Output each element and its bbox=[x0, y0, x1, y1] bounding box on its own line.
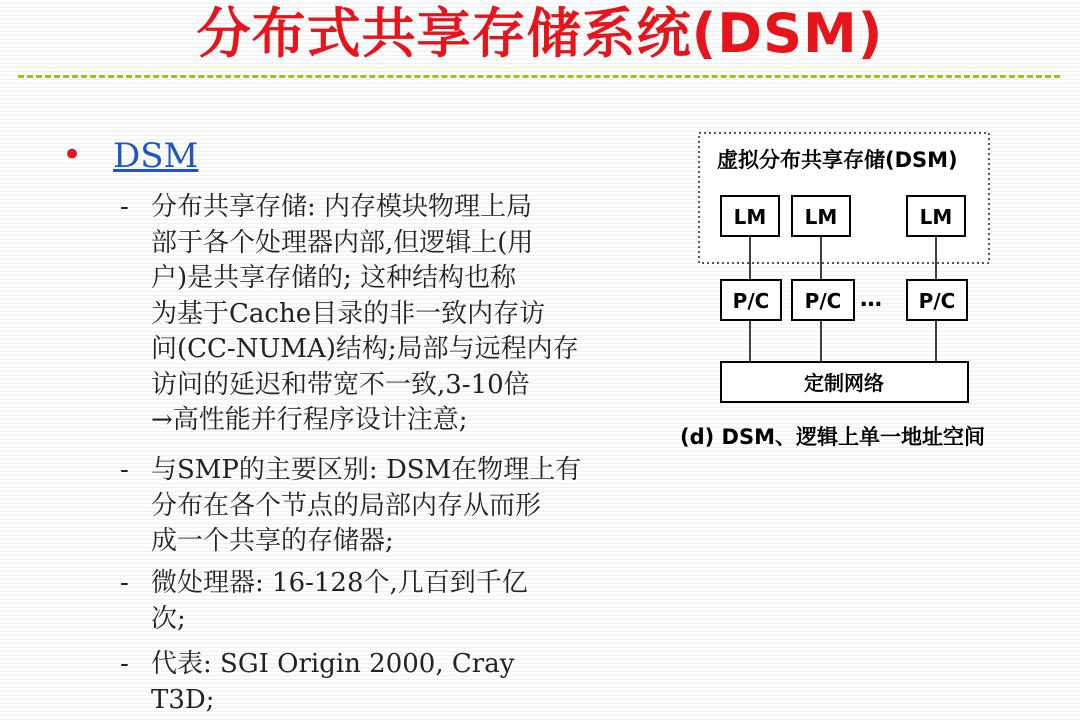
pc-label: P/C bbox=[918, 289, 956, 313]
bullet-dot-icon: • bbox=[62, 135, 83, 175]
pc-label: P/C bbox=[732, 289, 770, 313]
ellipsis-label: … bbox=[860, 287, 882, 312]
network-label: 定制网络 bbox=[804, 371, 884, 395]
dash-marker: - bbox=[120, 192, 129, 222]
list-item-text: 代表: SGI Origin 2000, Cray T3D; bbox=[151, 649, 515, 715]
list-item-text: 与SMP的主要区别: DSM在物理上有 分布在各个节点的局部内存从而形 成一个共享的存储器; bbox=[151, 455, 582, 556]
pc-label: P/C bbox=[804, 289, 842, 313]
dash-marker: - bbox=[120, 568, 129, 598]
slide-title: 分布式共享存储系统(DSM) bbox=[196, 2, 884, 65]
list-item-text: 微处理器: 16-128个,几百到千亿 次; bbox=[151, 568, 528, 634]
bullet-heading: DSM bbox=[113, 136, 199, 176]
dash-marker: - bbox=[120, 455, 129, 485]
virtual-dsm-label: 虚拟分布共享存储(DSM) bbox=[717, 148, 958, 172]
lm-label: LM bbox=[733, 205, 767, 229]
dash-marker: - bbox=[120, 649, 129, 679]
diagram-caption: (d) DSM、逻辑上单一地址空间 bbox=[680, 425, 985, 449]
lm-label: LM bbox=[804, 205, 838, 229]
lm-label: LM bbox=[919, 205, 953, 229]
list-item-text: 分布共享存储: 内存模块物理上局 部于各个处理器内部,但逻辑上(用 户)是共享存储的; 这种结构也称 为基于Cache目录的非一致内存访 问(CC-NUMA)结构;局部与远程内存 访问的延迟和带宽不一致,3-10倍 →高性能并行程序设计注意; bbox=[151, 192, 579, 435]
